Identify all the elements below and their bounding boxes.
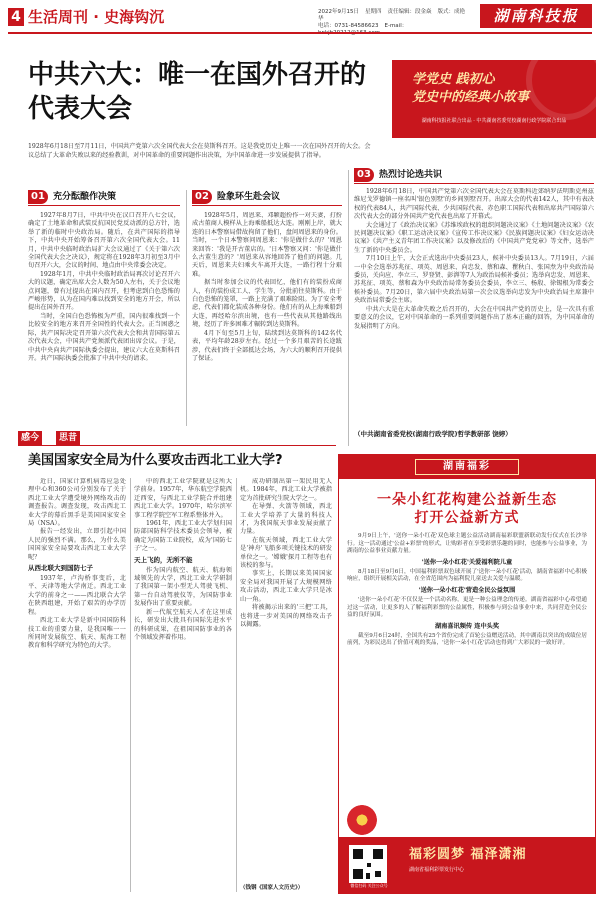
paragraph: 当时，全国白色恐怖极为严重，国内很难找到一个比较安全的地方来召开全国性的代表大会。正当困惑之际，共产国际决定召开第六次代表大会和共青国际第五次代表大会，中国共产党须派代表团出席会议。于是，中共中央向共产国际执委会提出，建议六大在莫斯科召开。共产国际执委会批准了中共中央的请求。 bbox=[28, 312, 180, 362]
section-title: 险象环生赴会议 bbox=[217, 192, 281, 202]
column-tag-2: 思昔 bbox=[56, 431, 80, 445]
layout-credit: 版式：成艳华 bbox=[318, 9, 466, 22]
paragraph: '送你一朵小红花'不仅仅是一个活动名称，更是一种公益理念的传递。湖南省福彩中心希望通过这一活动，让更多的人了解福利彩票的公益属性，积极参与到公益事业中来，共同营造全民公益的良好氛围。 bbox=[347, 596, 587, 619]
article-headline: 美国国家安全局为什么要攻击西北工业大学? bbox=[28, 453, 283, 468]
ad-body bbox=[347, 533, 587, 648]
ad-title-1: 一朵小红花构建公益新生态 bbox=[377, 492, 557, 508]
paragraph: 1928年1月，中共中央临时政治局再次讨论召开六大的议题，确定出席大会人数为50人左右，关于会议地点问题，曾有过提出在国内召开，但考虑到白色恐怖的严峻形势，认为在国内难以找到安全的地方开会，所以提出在国外召开。 bbox=[28, 270, 180, 312]
paragraph: 事实上，长期以来美国国家安全局对我国开展了大规模网络攻击活动，西北工业大学只是冰山一角。 bbox=[240, 570, 332, 603]
banner-caption: 湖南科技报社联合出品 · 中共湖南省委党校湖南行政学院联合出品 bbox=[421, 118, 567, 124]
section-number: 02 bbox=[192, 190, 212, 204]
paragraph: 1928年5月，周恩来、邓颖超扮作一对夫妻，打扮成古董商人模样从上海乘船抵达大连。刚刚上岸，就大连的日本警察局借故拘留了他们，盘问周恩来的身份。当时，一个日本警察问周恩来：'你是做什么的？'周恩来回答：'我是开古董店的。'日本警察又问：'你是做什么古董生意的？'周恩来从容地回答了他们的问题。几天后，周恩来夫妇乘火车离开大连，一路行程十分艰难。 bbox=[192, 212, 342, 278]
section-head-03 bbox=[354, 168, 442, 182]
paragraph: 大会通过了《政治决议案》《苏维埃政权的组织问题决议案》《土地问题决议案》《农民问题决议案》《职工运动决议案》《宣传工作决议案》《民族问题决议案》《妇女运动决议案》《共产主义青年团工作决议案》以及修改后的《中国共产党党章》等文件，选举产生了新的中央委员会。 bbox=[354, 221, 594, 254]
paragraph: 在导弹、火箭等领域，西北工业大学培养了大量的科技人才，为我国航天事业发展贡献了力量。 bbox=[240, 503, 332, 536]
section-rule bbox=[192, 205, 342, 206]
paragraph: 7月10日上午，大会正式选出中央委员23人，候补中央委员13人。7月19日，六届一中全会选举苏兆征、项英、周恩来、向忠发、蔡和森、瞿秋白、张国焘为中央政治局委员，关向应、李立三、罗登贤、彭湃等7人为政治局候补委员；选举向忠发、周恩来、苏兆征、项英、蔡和森为中央政治局常务委员会委员，李立三、杨殷、徐锡根为常委会候补委员。7月20日，第六届中央政治局第一次会议选举向忠发为中央政治局主席兼中央政治局常委会主席。 bbox=[354, 255, 594, 305]
section-head-02 bbox=[192, 190, 280, 204]
paragraph: 8月18日至9月6日，中国福利彩票双色球开展了'送你一朵小红花'活动，湖南省福彩中心积极响应，组织开展相关活动，在全省范围内为福利院儿童送去关爱与温暖。 bbox=[347, 568, 587, 583]
ad-subheading: '送你一朵小红花'营造全民公益氛围 bbox=[418, 586, 516, 594]
red-flower-icon bbox=[347, 805, 377, 835]
paragraph: 截至9月6日24时，全国共有25个省份完成了首轮公益赠送活动，其中湖南以突出的成绩位居前列，为彩民送出了价值可观的奖品，'送你一朵小红花'活动也得到广大彩民的一致好评。 bbox=[347, 632, 587, 647]
paragraph: 9月9日上午，'送你一朵小红花'双色球主题公益活动湖南福彩联盟新联动发行仪式在长沙举行。这一活动通过'公益+彩票'的形式，让购彩者在享受彩票乐趣的同时，也能参与公益事业，为湖南的公益事业贡献力量。 bbox=[347, 533, 587, 555]
paragraph: 报告一经发出，立即引起中国人民的强烈不满。那么，为什么美国国家安全局要攻击西北工业大学呢？ bbox=[28, 528, 126, 561]
paragraph: 4月下旬至5月上旬，陆续到达莫斯科的142名代表，平均年龄28岁左右。经过一个多月艰苦的长途跋涉，代表们终于全部抵达会场，为六大的顺利召开提供了保证。 bbox=[192, 329, 342, 362]
contact-phone: 电话：0731-84586623 bbox=[318, 23, 379, 29]
ad-logo: 湖南福彩 bbox=[415, 459, 519, 475]
section-title: 热烈讨论选共识 bbox=[379, 170, 443, 180]
paragraph: 1937年，卢沟桥事变后，北平、天津等地大学南迁。西北工业大学的前身之一——西北联合大学在陕西组建，开始了艰苦的办学历程。 bbox=[28, 575, 126, 616]
section-head-01 bbox=[28, 190, 116, 204]
section-number: 03 bbox=[354, 168, 374, 182]
column-divider bbox=[236, 478, 237, 892]
column-divider bbox=[130, 478, 131, 892]
ad-subheading: '送你一朵小红花'关爱福利院儿童 bbox=[421, 558, 513, 566]
lottery-ad bbox=[338, 454, 596, 894]
ad-issuer: 湖南省福利彩票发行中心 bbox=[409, 867, 465, 873]
paragraph: 1961年，西北工业大学划归国防部国防科学技术委员会领导，被确定为国防工业院校，成为'国防七子'之一。 bbox=[134, 520, 232, 553]
header-rule bbox=[8, 32, 592, 34]
paragraph: 1927年8月7日，中共中央在汉口召开八七会议，确定了土地革命和武装反抗国民党反动派的总方针，选举了新的临时中央政治局。随后，在共产国际的指导下，中共中央开始筹备召开第六次全国代表大会。11月，中共中央临时政治局扩大会议通过了《关于第六次全国代表大会之决议》，规定将在1928年3月初至3月中旬召开六大，会议的时间、地点由中央常委会决定。 bbox=[28, 212, 180, 270]
paragraph: 将被揭示出来的'三把'工具，也将进一步对美国的网络攻击予以揭露。 bbox=[240, 604, 332, 628]
section-title: 充分酝酿作决策 bbox=[53, 192, 117, 202]
section-03-body bbox=[354, 188, 594, 428]
article-col-1 bbox=[28, 478, 126, 894]
section-title: 生活周刊 · 史海钩沉 bbox=[28, 8, 165, 26]
paragraph: 作为国内航空、航天、航海领域领先的大学，西北工业大学研制了我国第一架小型无人驾驶飞机、第一台自动驾驶仪等，为国防事业发展作出了重要贡献。 bbox=[134, 566, 232, 608]
paragraph: 西北工业大学是新中国国防科技工业的重要力量，是我国唯一一所同时发展航空、航天、航海工程教育和科学研究为特色的大学。 bbox=[28, 617, 126, 650]
section-03-author: （中共湖南省委党校(湖南行政学院)哲学教研部 饶婷） bbox=[354, 430, 512, 438]
section-01-body bbox=[28, 212, 180, 428]
article-author: （钱钢《国家人文历史》） bbox=[240, 885, 304, 891]
editor: 责任编辑：段金焱 bbox=[387, 9, 432, 15]
banner-line-1: 学党史 践初心 bbox=[412, 72, 495, 87]
paragraph: 中共六大是在大革命失败之后召开的，大会在中国共产党的历史上，是一次具有重要意义的会议，它对中国革命的一系列重要问题作出了基本正确的回答，为中国革命的发展指明了方向。 bbox=[354, 305, 594, 330]
section-rule bbox=[28, 205, 180, 206]
column-tag-1: 感今 bbox=[18, 431, 42, 445]
paragraph: 新一代航空航天人才在这里成长，研发出大批具有国际先进水平的科研成果，在祖国国防事业的各个领域发挥着作用。 bbox=[134, 608, 232, 641]
masthead bbox=[0, 0, 600, 34]
paragraph: 中的西北工业学院就是这所大学前身。1957年，华东航空学院西迁西安，与西北工业学院合并组建西北工业大学。1970年，哈尔滨军事工程学院空军工程系整体并入。 bbox=[134, 478, 232, 519]
paragraph: 在航天领域，西北工业大学是'神舟'飞船多项关键技术的研发单位之一。'嫦娥'探月工程等也有该校的参与。 bbox=[240, 536, 332, 570]
section-02-body bbox=[192, 212, 342, 428]
main-headline: 中共六大：唯一在国外召开的代表大会 bbox=[28, 60, 367, 124]
article-col-2 bbox=[134, 478, 232, 894]
paragraph: 近日，国家计算机病毒应急处理中心和360公司分别发布了关于西北工业大学遭受境外网络攻击的调查报告。调查发现，攻击西北工业大学的幕后黑手是美国国家安全局（NSA）。 bbox=[28, 478, 126, 528]
section-number: 01 bbox=[28, 190, 48, 204]
ad-subheading: 湖南喜讯频传 连中头奖 bbox=[434, 622, 500, 630]
contact-email: E-mail： bbox=[384, 23, 408, 29]
subheading: 从西北联大到国防七子 bbox=[28, 564, 93, 573]
qr-code-icon[interactable] bbox=[349, 845, 387, 883]
paragraph: 1928年6月18日，中国共产党第六次全国代表大会在莫斯科近郊纳罗法明斯克州兹维尼戈罗德镇一座名叫'银色别墅'的乡间别墅召开。出席大会的代表142人，其中有表决权的代表84人，共产国际代表、少共国际代表、赤色职工国际代表和出席共产国际第六次代表大会的部分外国共产党代表也出席了开幕式。 bbox=[354, 188, 594, 221]
subheading: 天上飞的，无所不能 bbox=[134, 555, 193, 564]
banner-line-2: 党史中的经典小故事 bbox=[412, 90, 530, 105]
ad-footer bbox=[339, 837, 595, 893]
series-banner bbox=[392, 60, 596, 138]
ad-header bbox=[339, 455, 595, 479]
ad-slogan: 福彩圆梦 福泽潇湘 bbox=[409, 847, 527, 862]
newspaper-logo: 湖南科技报 bbox=[480, 4, 592, 28]
paragraph: 据当时参加会议的代表回忆，他们有的装扮成商人，有的装扮成工人、学生等，分批前往莫斯科。由于白色恐怖的笼罩，一路上充满了艰难险阻。为了安全考虑，代表们都化装成各种身份。他们有的从上海乘船到大连，再经哈尔滨出境，也有一些代表从其他路线出境，经历了许多困难才辗转到达莫斯科。 bbox=[192, 279, 342, 329]
column-bar bbox=[18, 430, 336, 446]
page-number: 4 bbox=[8, 8, 24, 26]
qr-caption: 微信扫码 关注公众号 bbox=[350, 883, 388, 888]
ad-title-2: 打开公益新方式 bbox=[414, 510, 520, 526]
issue-date: 2022年9月15日 bbox=[318, 9, 359, 15]
article-col-3 bbox=[240, 478, 332, 882]
paragraph: 成功研制出第一架民用无人机。1984年，西北工业大学被指定为首批研究生院大学之一。 bbox=[240, 478, 332, 502]
section-rule bbox=[354, 183, 594, 184]
issue-weekday: 星期四 bbox=[365, 9, 382, 15]
column-divider bbox=[348, 170, 349, 446]
column-divider bbox=[186, 190, 187, 426]
lead-paragraph: 1928年6月18日至7月11日，中国共产党第六次全国代表大会在莫斯科召开。这是我党历史上唯一一次在国外召开的大会。会议总结了大革命失败以来的经验教训，对中国革命的重要问题作出决策，为中国革命进一步发展提供了指导。 bbox=[28, 143, 371, 159]
